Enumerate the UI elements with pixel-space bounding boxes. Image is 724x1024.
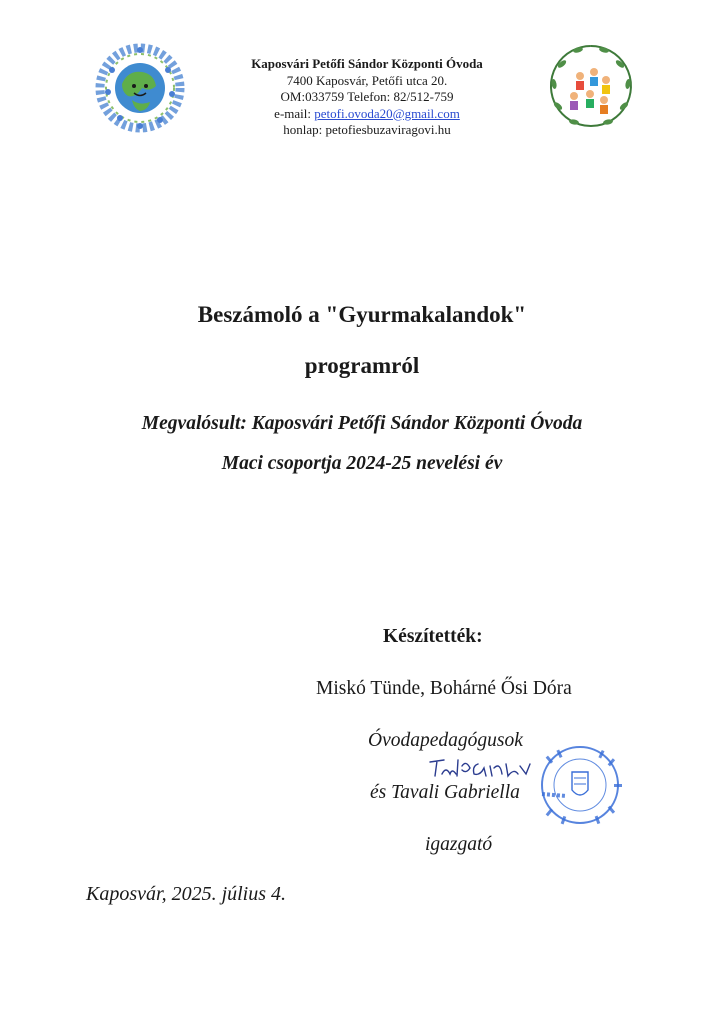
institution-header bbox=[200, 56, 534, 139]
institution-email-line bbox=[200, 106, 534, 123]
institution-name: Kaposvári Petőfi Sándor Központi Óvoda bbox=[251, 56, 483, 71]
institution-website: honlap: petofiesbuzaviragovi.hu bbox=[283, 122, 451, 137]
institution-om-phone: OM:033759 Telefon: 82/512-759 bbox=[280, 89, 454, 104]
credits-director-name: és Tavali Gabriella bbox=[370, 782, 520, 803]
globe-flower-logo bbox=[92, 40, 188, 136]
official-stamp bbox=[522, 744, 628, 826]
email-link[interactable]: petofi.ovoda20@gmail.com bbox=[314, 105, 460, 121]
report-title-line-2: programról bbox=[304, 353, 420, 378]
email-label: e-mail: bbox=[274, 105, 315, 121]
credits-label: Készítették: bbox=[383, 626, 483, 647]
credits-authors: Miskó Tünde, Bohárné Ősi Dóra bbox=[316, 678, 572, 699]
subtitle-line-2: Maci csoportja 2024-25 nevelési év bbox=[221, 453, 503, 474]
institution-address: 7400 Kaposvár, Petőfi utca 20. bbox=[286, 72, 448, 88]
credits-role-teachers: Óvodapedagógusok bbox=[368, 730, 523, 751]
subtitle-line-1: Megvalósult: Kaposvári Petőfi Sándor Központi Óvoda bbox=[141, 413, 583, 434]
children-wreath-logo bbox=[542, 38, 640, 136]
credits-role-director: igazgató bbox=[425, 834, 493, 855]
report-title-line-1: Beszámoló a "Gyurmakalandok" bbox=[197, 302, 527, 327]
place-and-date: Kaposvár, 2025. július 4. bbox=[86, 883, 287, 905]
handwritten-signature bbox=[426, 756, 536, 782]
